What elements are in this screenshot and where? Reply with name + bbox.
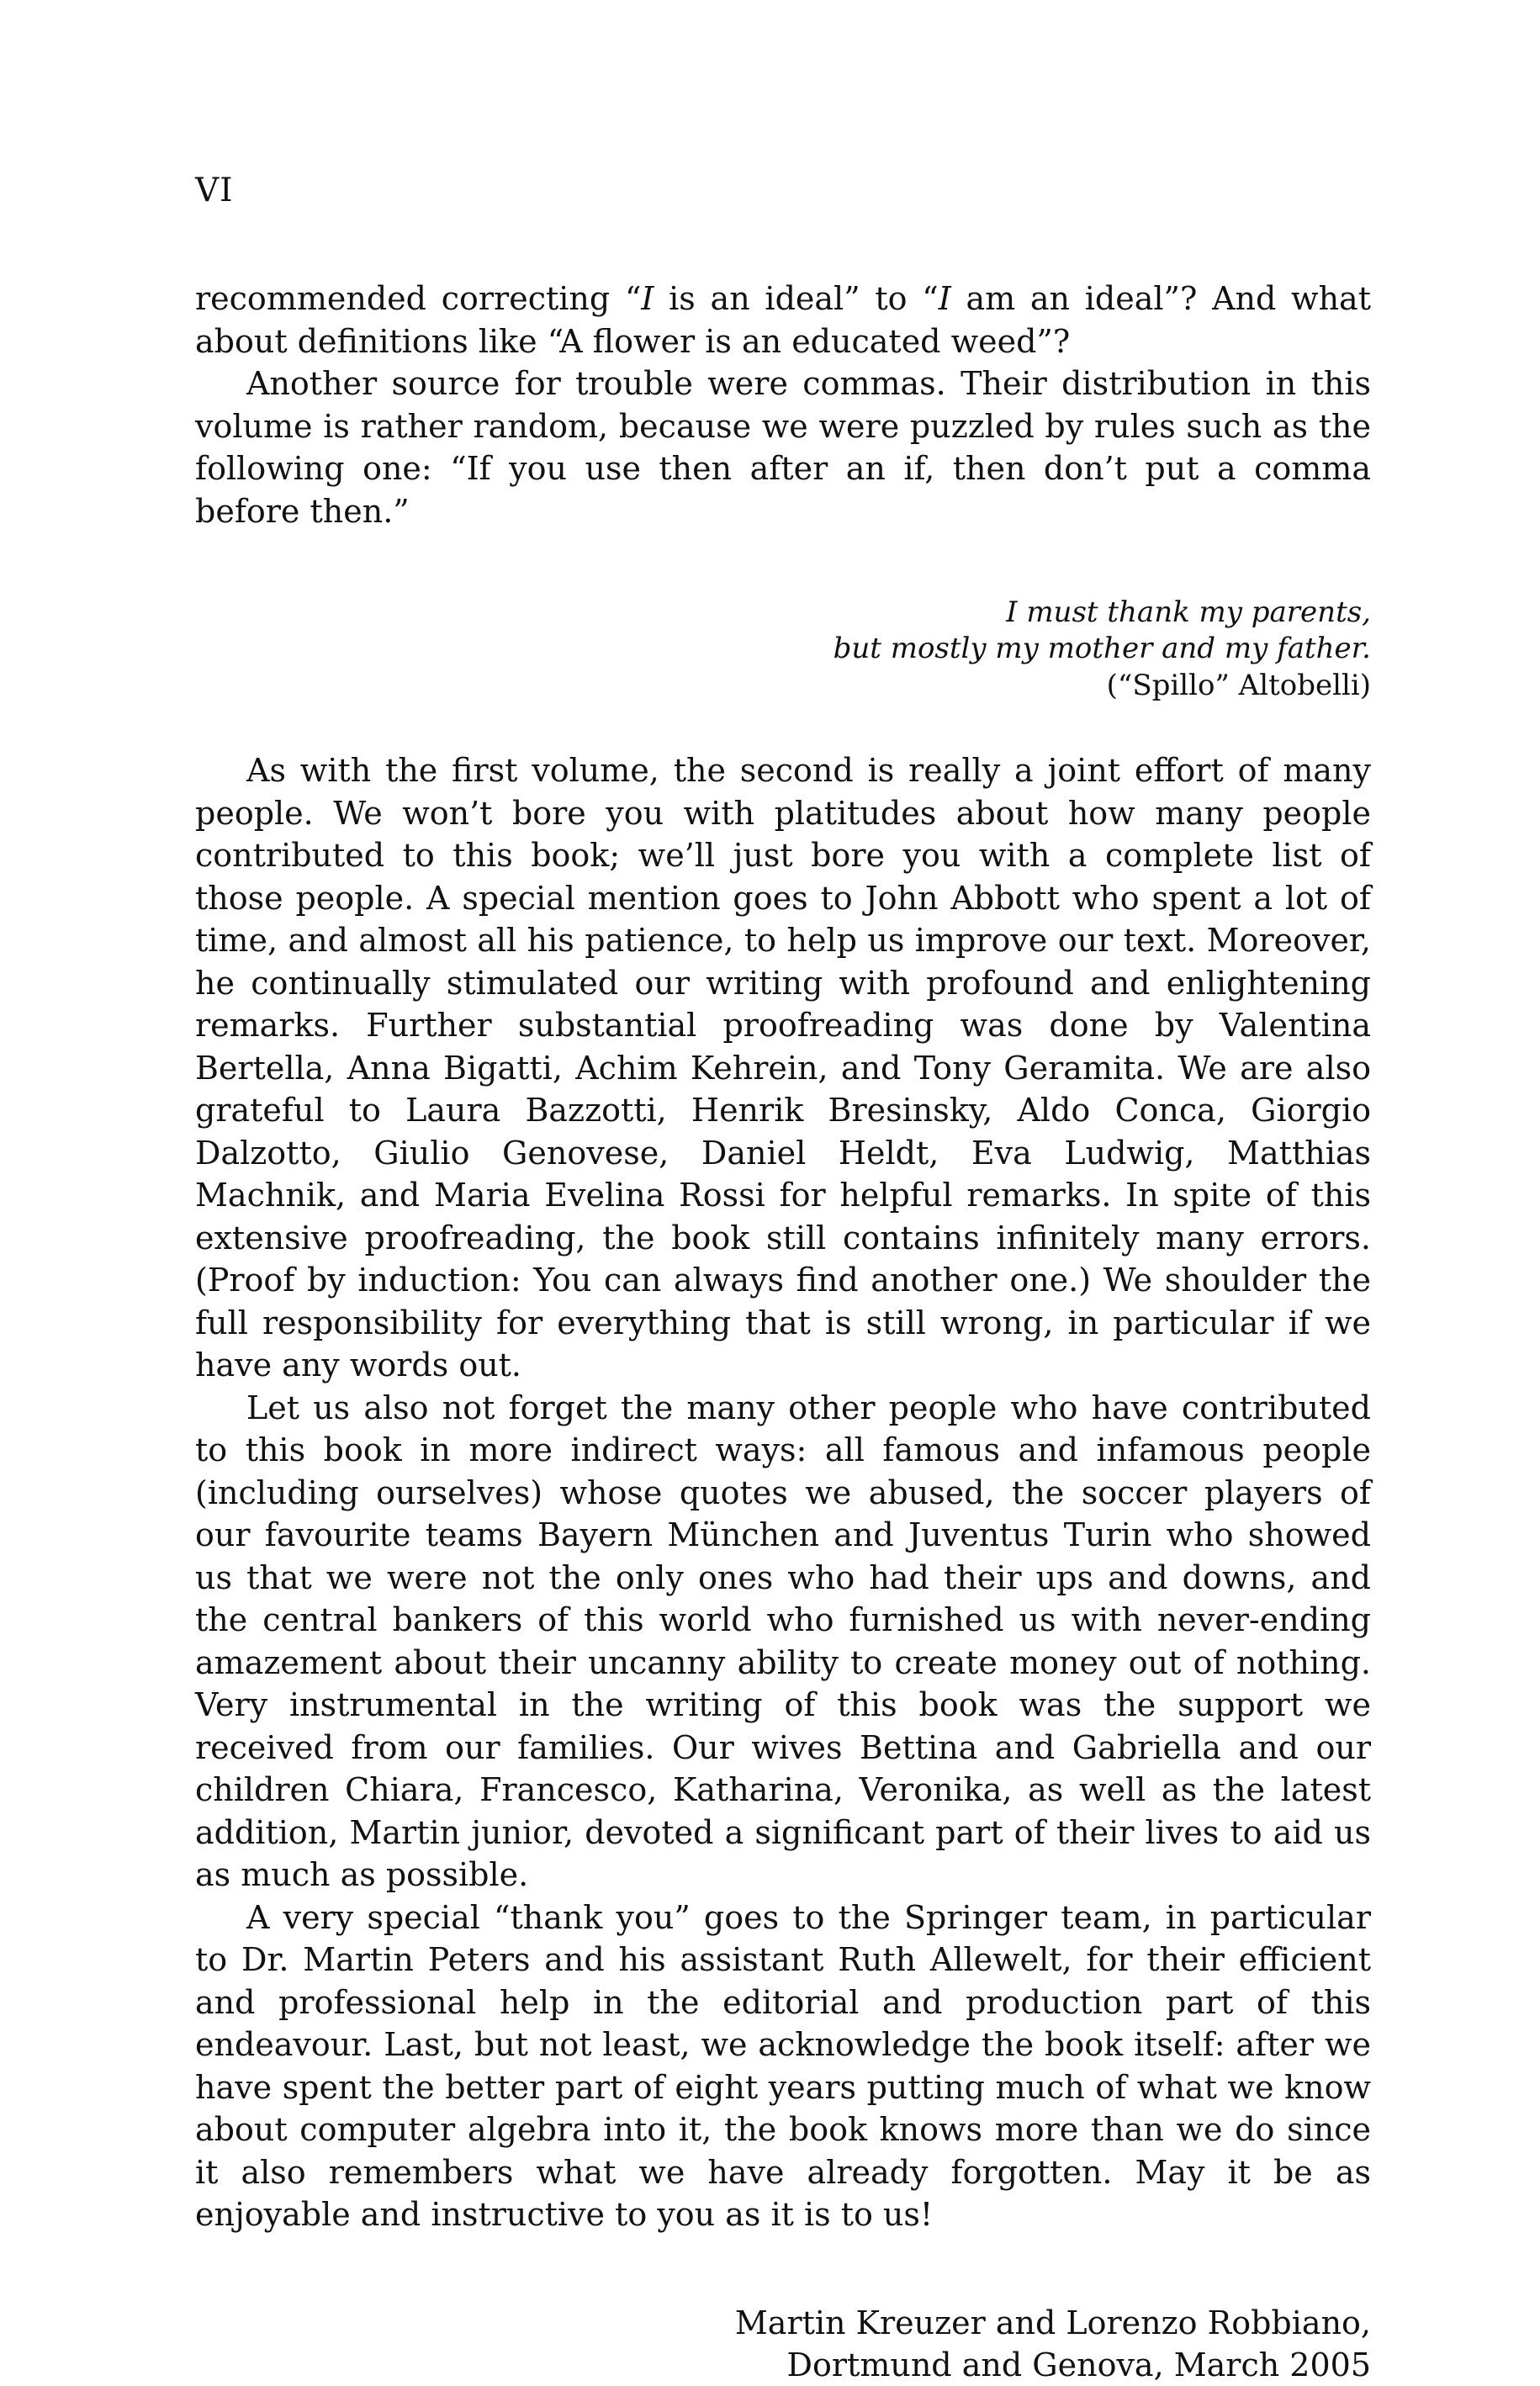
- math-variable-i: I: [938, 280, 951, 317]
- signature-place-date: Dortmund and Genova, March 2005: [786, 2346, 1371, 2383]
- epigraph-line-2: but mostly my mother and my father.: [833, 632, 1371, 665]
- paragraph-intro: [195, 278, 1371, 362]
- intro-text-3: am an ideal”? And what about definitions like “A flower is an educated weed”?: [195, 280, 1371, 360]
- paragraph-joint-effort: As with the first volume, the second is really a joint effort of many people. We won’t bore you with platitudes about how many people contributed to this book; we’ll just bore you with a complete list of those people. A special mention goes to John Abbott who spent a lot of time, and almost all his patience, to help us improve our text. Moreover, he continually stimulated our writing with profound and enlightening remarks. Further substantial proofreading was done by Valentina Bertella, Anna Bigatti, Achim Kehrein, and Tony Geramita. We are also grateful to Laura Bazzotti, Henrik Bresinsky, Aldo Conca, Giorgio Dalzotto, Giulio Genovese, Daniel Heldt, Eva Ludwig, Matthias Machnik, and Maria Evelina Rossi for helpful remarks. In spite of this extensive proofreading, the book still contains infinitely many errors. (Proof by induction: You can always find another one.) We shoulder the full responsibility for everything that is still wrong, in particular if we have any words out.: [195, 752, 1371, 1383]
- intro-text-2: is an ideal” to “: [654, 280, 939, 317]
- epigraph: [195, 595, 1371, 705]
- paragraph-indirect-ways: Let us also not forget the many other people who have contributed to this book in more indirect ways: all famous and infamous people (including ourselves) whose quotes we abused, the soccer players of our favourite teams Bayern München and Juventus Turin who showed us that we were not the only ones who had their ups and downs, and the central bankers of this world who furnished us with never-ending amazement about their uncanny ability to create money out of nothing. Very instrumental in the writing of this book was the support we received from our families. Our wives Bettina and Gabriella and our children Chiara, Francesco, Katharina, Veronika, as well as the latest addition, Martin junior, devoted a significant part of their lives to aid us as much as possible.: [195, 1389, 1371, 1893]
- paragraph-commas: Another source for trouble were commas. Their distribution in this volume is rather random, because we were puzzled by rules such as the following one: “If you use then after an if, then don’t put a comma before then.”: [195, 365, 1371, 530]
- signature-authors: Martin Kreuzer and Lorenzo Robbiano,: [734, 2304, 1371, 2341]
- signature-block: [195, 2302, 1371, 2386]
- epigraph-attribution: (“Spillo” Altobelli): [1106, 669, 1371, 702]
- paragraph-springer: A very special “thank you” goes to the Springer team, in particular to Dr. Martin Peters and his assistant Ruth Allewelt, for their efficient and professional help in the editorial and production part of this endeavour. Last, but not least, we acknowledge the book itself: after we have spent the better part of eight years putting much of what we know about computer algebra into it, the book knows more than we do since it also remembers what we have already forgotten. May it be as enjoyable and instructive to you as it is to us!: [195, 1898, 1371, 2233]
- epigraph-line-1: I must thank my parents,: [1006, 595, 1371, 629]
- text-column: [195, 278, 1371, 2386]
- math-variable-i: I: [641, 280, 654, 317]
- page-number: VI: [195, 172, 234, 209]
- intro-text-1: recommended correcting “: [195, 280, 642, 317]
